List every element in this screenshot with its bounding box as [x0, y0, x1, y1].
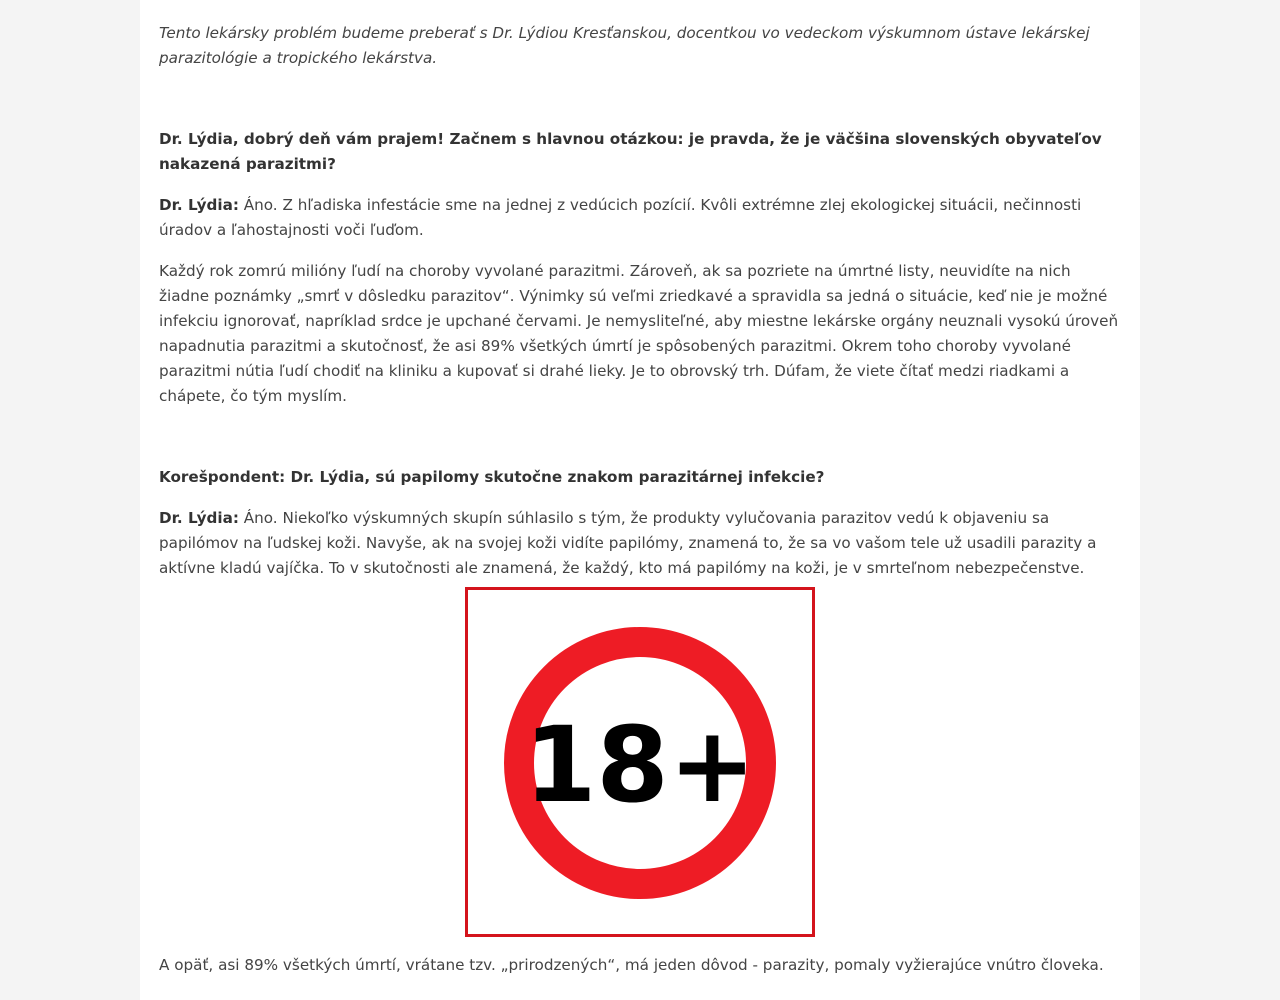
spacer — [159, 425, 1121, 465]
answer-text: Áno. Z hľadiska infestácie sme na jednej z vedúcich pozícií. Kvôli extrémne zlej ekologickej situácii, nečinnosti úradov a ľahostajnosti voči ľuďom. — [159, 196, 1082, 239]
answer-1 — [159, 193, 1121, 243]
answer-2 — [159, 506, 1121, 581]
sign-label: 18+ — [524, 704, 756, 826]
intro-paragraph-interviewee: Tento lekársky problém budeme preberať s Dr. Lýdiou Kresťanskou, docentkou vo vedeckom výskumnom ústave lekárskej parazitológie a tropického lekárstva. — [159, 24, 1090, 67]
answer-text: Áno. Niekoľko výskumných skupín súhlasilo s tým, že produkty vylučovania parazitov vedú k objaveniu sa papilómov na ľudskej koži. Navyše, ak na svojej koži vidíte papilómy, znamená to, že sa vo vašom tele už usadili parazity a aktívne kladú vajíčka. To v skutočnosti ale znamená, že každý, kto má papilómy na koži, je v smrteľnom nebezpečenstve. — [159, 509, 1097, 577]
article-body — [159, 0, 1121, 597]
question-2: Korešpondent: Dr. Lýdia, sú papilomy skutočne znakom parazitárnej infekcie? — [159, 468, 825, 486]
paragraph-after-image: A opäť, asi 89% všetkých úmrtí, vrátane tzv. „prirodzených“, má jeden dôvod - parazity, pomaly vyžierajúce vnútro človeka. — [159, 956, 1104, 974]
age-restriction-image — [465, 587, 815, 937]
paragraph-deaths: Každý rok zomrú milióny ľudí na choroby vyvolané parazitmi. Zároveň, ak sa pozriete na úmrtné listy, neuvidíte na nich žiadne poznámky „smrť v dôsledku parazitov“. Výnimky sú veľmi zriedkavé a spravidla sa jedná o situácie, keď nie je možné infekciu ignorovať, napríklad srdce je upchané červami. Je nemysliteľné, aby miestne lekárske orgány neuznali vysokú úroveň napadnutia parazitmi a skutočnosť, že asi 89% všetkých úmrtí je spôsobených parazitmi. Okrem toho choroby vyvolané parazitmi nútia ľudí chodiť na kliniku a kupovať si drahé lieky. Je to obrovský trh. Dúfam, že viete čítať medzi riadkami a chápete, čo tým myslím. — [159, 262, 1119, 405]
speaker-label: Dr. Lýdia: — [159, 509, 239, 527]
speaker-label: Dr. Lýdia: — [159, 196, 239, 214]
spacer — [159, 87, 1121, 127]
question-1: Dr. Lýdia, dobrý deň vám prajem! Začnem s hlavnou otázkou: je pravda, že je väčšina slovenských obyvateľov nakazená parazitmi? — [159, 130, 1102, 173]
18-plus-sign-icon — [468, 590, 812, 934]
intro-paragraph — [159, 0, 1121, 5]
article-page — [140, 0, 1140, 1000]
